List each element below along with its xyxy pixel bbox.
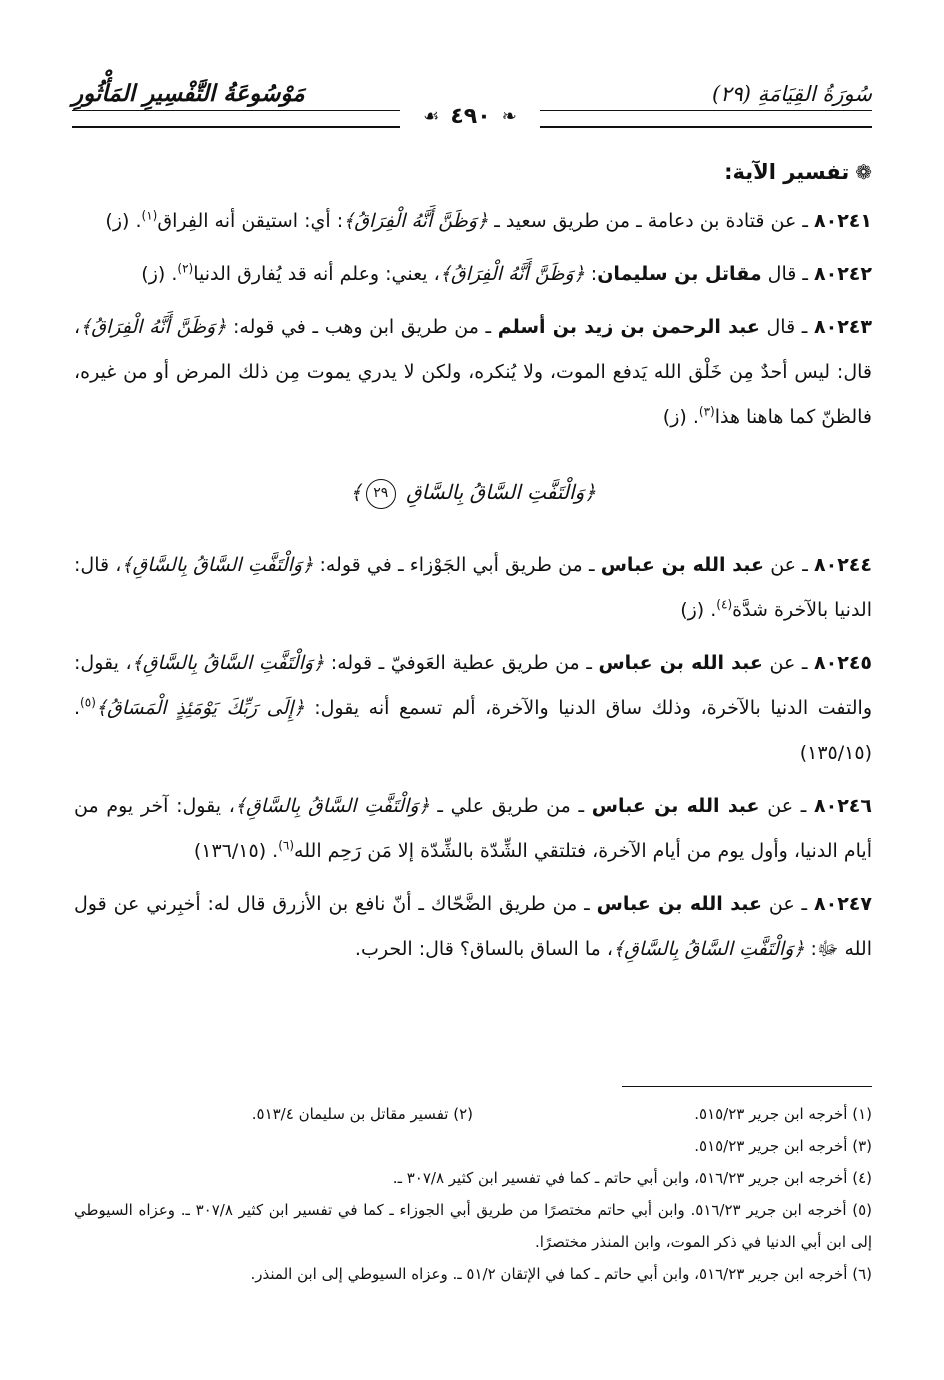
surah-title: سُورَةُ القِيَامَةِ (٢٩) bbox=[712, 82, 872, 106]
footnote-ref: (٤) bbox=[716, 597, 733, 612]
entry-text: ، قال: الدنيا بالآخرة شدَّة bbox=[74, 554, 872, 621]
main-text bbox=[74, 150, 872, 980]
footnote-ref: (٥) bbox=[80, 695, 96, 710]
footnote-4: (٤) أخرجه ابن جرير ٥١٦/٢٣، وابن أبي حاتم ـ كما في تفسير ابن كثير ٣٠٧/٨ ـ. bbox=[392, 1169, 872, 1187]
entry-text: ـ عن قتادة بن دعامة ـ من طريق سعيد ـ bbox=[488, 210, 815, 232]
entry-text: : bbox=[584, 263, 598, 285]
entry-text: ، يقول: والتفت الدنيا بالآخرة، وذلك ساق الدنيا والآخرة، ألم تسمع أنه يقول: bbox=[74, 652, 872, 719]
entry-text: ـ عن bbox=[762, 652, 815, 674]
entry-number: ٨٠٢٤٣ bbox=[814, 316, 872, 338]
entry-text: ، يقول: آخر يوم من أيام الدنيا، وأول يوم من أيام الآخرة، فتلتقي الشِّدّة بالشِّدّة إلا مَن رَحِم الله bbox=[74, 795, 872, 862]
book-title: مَوْسُوعَةُ التَّفْسِيرِ المَأْثُورِ bbox=[72, 80, 305, 107]
entry-text: ـ قال bbox=[759, 316, 815, 338]
entry-text: . (ز) bbox=[141, 263, 178, 285]
quran-quote: ﴿وَظَنَّ أَنَّهُ الْفِرَاقُ﴾ bbox=[343, 210, 489, 232]
quran-quote: ﴿وَالْتَفَّتِ السَّاقُ بِالسَّاقِ﴾ bbox=[121, 554, 314, 576]
page-number-box bbox=[400, 104, 540, 134]
quran-quote: ﴿وَالْتَفَّتِ السَّاقُ بِالسَّاقِ﴾ bbox=[613, 938, 805, 960]
entry-text: . (ز) bbox=[680, 599, 717, 621]
page-number: ٤٩٠ bbox=[450, 104, 491, 129]
quran-quote: ﴿إِلَى رَبِّكَ يَوْمَئِذٍ الْمَسَاقُ﴾ bbox=[95, 697, 305, 719]
quran-quote: ﴿وَالْتَفَّتِ السَّاقُ بِالسَّاقِ﴾ bbox=[131, 652, 325, 674]
entry-text: . (١٣٥/١٥) bbox=[74, 697, 872, 764]
ornament-icon: ☙ bbox=[423, 106, 440, 127]
entry-text: . (ز) bbox=[662, 406, 699, 428]
narration-entry bbox=[74, 641, 872, 776]
verse-close-bracket: ﴾ bbox=[350, 480, 362, 504]
entry-text: ـ عن bbox=[761, 893, 815, 915]
footnote-divider bbox=[622, 1086, 872, 1087]
footnote-ref: (٦) bbox=[278, 838, 295, 853]
footnote-6: (٦) أخرجه ابن جرير ٥١٦/٢٣، وابن أبي حاتم ـ كما في الإتقان ٥١/٢ ـ. وعزاه السيوطي إلى ابن المنذر. bbox=[250, 1265, 872, 1283]
narration-entry bbox=[74, 305, 872, 440]
narrator-name: مقاتل بن سليمان bbox=[597, 263, 762, 285]
ornament-icon: ❧ bbox=[501, 106, 517, 127]
entries-after bbox=[74, 543, 872, 972]
quran-quote: ﴿وَظَنَّ أَنَّهُ الْفِرَاقُ﴾ bbox=[439, 263, 585, 285]
entry-number: ٨٠٢٤٥ bbox=[814, 652, 873, 674]
entry-text: ـ عن bbox=[759, 795, 814, 817]
narration-entry bbox=[74, 252, 872, 297]
entry-number: ٨٠٢٤١ bbox=[814, 210, 872, 232]
narration-entry bbox=[74, 882, 872, 972]
footnote-ref: (٢) bbox=[177, 261, 194, 276]
entry-text: ـ عن bbox=[764, 554, 814, 576]
footnote-ref: (٣) bbox=[698, 404, 715, 419]
entry-text: ـ من طريق أبي الجَوْزاء ـ في قوله: bbox=[313, 554, 601, 576]
entry-text: : أي: استيقن أنه الفِراق bbox=[157, 210, 344, 232]
section-heading-text: تفسير الآية: bbox=[724, 160, 850, 184]
entry-text: . (ز) bbox=[105, 210, 142, 232]
footnote-row bbox=[74, 1098, 872, 1130]
entry-text: ـ من طريق عطية العَوفيّ ـ قوله: bbox=[324, 652, 599, 674]
entry-number: ٨٠٢٤٤ bbox=[814, 554, 872, 576]
entry-text: ـ من طريق الضَّحّاك ـ أنّ نافع بن الأزرق قال له: أخبِرني عن قول الله ﷻ: bbox=[74, 893, 872, 960]
entry-text: ـ قال bbox=[761, 263, 815, 285]
narrator-name: عبد الله بن عباس bbox=[591, 795, 760, 817]
entry-text: ـ من طريق علي ـ bbox=[429, 795, 592, 817]
footnote-3: (٣) أخرجه ابن جرير ٥١٥/٢٣. bbox=[694, 1137, 872, 1155]
verse-heading bbox=[74, 470, 872, 515]
narration-entry bbox=[74, 543, 872, 633]
flower-ornament-icon: ❁ bbox=[855, 160, 872, 184]
entry-number: ٨٠٢٤٢ bbox=[814, 263, 872, 285]
entries-before bbox=[74, 199, 872, 440]
narrator-name: عبد الله بن عباس bbox=[596, 893, 762, 915]
narration-entry bbox=[74, 784, 872, 874]
verse-text: ﴿وَالْتَفَّتِ السَّاقُ بِالسَّاقِ bbox=[406, 480, 596, 504]
narration-entry bbox=[74, 199, 872, 244]
footnote-1: (١) أخرجه ابن جرير ٥١٥/٢٣. bbox=[694, 1105, 872, 1123]
narrator-name: عبد الله بن عباس bbox=[600, 554, 765, 576]
narrator-name: عبد الله بن عباس bbox=[598, 652, 763, 674]
narrator-name: عبد الرحمن بن زيد بن أسلم bbox=[497, 316, 760, 338]
entry-text: ـ من طريق ابن وهب ـ في قوله: bbox=[226, 316, 498, 338]
entry-number: ٨٠٢٤٧ bbox=[814, 893, 872, 915]
footnote-ref: (١) bbox=[141, 208, 158, 223]
entry-text: ، قال: ليس أحدٌ مِن خَلْق الله يَدفع الموت، ولا يُنكره، ولكن لا يدري يموت مِن ذلك المرض أو من غيره، فالظنّ كما هاهنا هذا bbox=[74, 316, 872, 428]
quran-quote: ﴿وَالْتَفَّتِ السَّاقُ بِالسَّاقِ﴾ bbox=[234, 795, 430, 817]
footnotes bbox=[74, 1098, 872, 1290]
footnote-5: (٥) أخرجه ابن جرير ٥١٦/٢٣. وابن أبي حاتم مختصرًا من طريق أبي الجوزاء ـ كما في تفسير ابن كثير ٣٠٧/٨ ـ. وعزاه السيوطي إلى ابن أبي الدنيا في ذكر الموت، وابن المنذر مختصرًا. bbox=[74, 1201, 872, 1251]
entry-text: . (١٣٦/١٥) bbox=[193, 840, 279, 862]
section-heading bbox=[74, 150, 872, 195]
verse-number-marker: ٢٩ bbox=[366, 479, 396, 509]
entry-number: ٨٠٢٤٦ bbox=[814, 795, 872, 817]
entry-text: ، يعني: وعلم أنه قد يُفارق الدنيا bbox=[193, 263, 440, 285]
quran-quote: ﴿وَظَنَّ أَنَّهُ الْفِرَاقُ﴾ bbox=[80, 316, 227, 338]
entry-text: ، ما الساق بالساق؟ قال: الحرب. bbox=[354, 938, 614, 960]
footnote-2: (٢) تفسير مقاتل بن سليمان ٥١٣/٤. bbox=[251, 1105, 473, 1123]
